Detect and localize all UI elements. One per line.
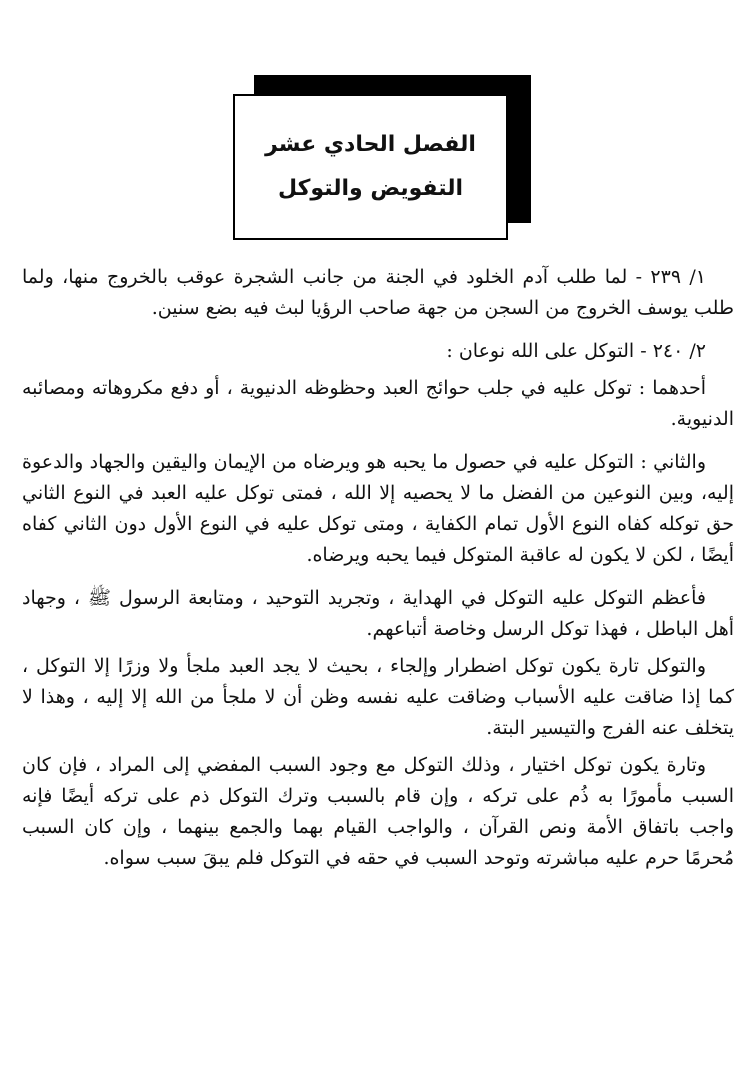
paragraph-necessity-tawakkul: والتوكل تارة يكون توكل اضطرار وإلجاء ، بحيث لا يجد العبد ملجأ ولا وزرًا إلا التوكل ، كما إذا ضاقت عليه الأسباب وضاقت عليه نفسه وظن أن لا ملجأ من الله إلا إليه ، وهذا لا يتخلف عنه الفرج والتيسير البتة.	[22, 655, 734, 739]
paragraph-greatest-tawakkul: فأعظم التوكل عليه التوكل في الهداية ، وتجريد التوحيد ، ومتابعة الرسول ﷺ ، وجهاد أهل الباطل ، فهذا توكل الرسل وخاصة أتباعهم.	[22, 587, 734, 640]
chapter-number-title: الفصل الحادي عشر	[265, 132, 476, 157]
paragraph-240: ٢/ ٢٤٠ - التوكل على الله نوعان :	[446, 340, 706, 362]
chapter-title-box	[233, 94, 508, 240]
paragraph-first-type: أحدهما : توكل عليه في جلب حوائج العبد وحظوظه الدنيوية ، أو دفع مكروهاته ومصائبه الدنيوية.	[22, 377, 734, 430]
chapter-body	[22, 262, 734, 886]
paragraph-second-type: والثاني : التوكل عليه في حصول ما يحبه هو ويرضاه من الإيمان واليقين والجهاد والدعوة إليه، وبين النوعين من الفضل ما لا يحصيه إلا الله ، فمتى توكل عليه العبد في النوع الثاني حق توكله كفاه النوع الأول تمام الكفاية ، ومتى توكل عليه في النوع الأول دون الثاني كفاه أيضًا ، لكن لا يكون له عاقبة المتوكل فيما يحبه ويرضاه.	[22, 451, 734, 566]
chapter-subject-title: التفويض والتوكل	[277, 176, 464, 201]
paragraph-choice-tawakkul: وتارة يكون توكل اختيار ، وذلك التوكل مع وجود السبب المفضي إلى المراد ، فإن كان السبب مأمورًا به ذُم على تركه ، وإن قام بالسبب وترك التوكل ذم على تركه أيضًا فإنه واجب باتفاق الأمة ونص القرآن ، والواجب القيام بهما والجمع بينهما ، وإن كان السبب مُحرمًا حرم عليه مباشرته وتوحد السبب في حقه في التوكل فلم يبقَ سبب سواه.	[22, 754, 734, 869]
paragraph-239: ١/ ٢٣٩ - لما طلب آدم الخلود في الجنة من جانب الشجرة عوقب بالخروج منها، ولما طلب يوسف الخروج من السجن من جهة صاحب الرؤيا لبث فيه بضع سنين.	[22, 266, 734, 319]
